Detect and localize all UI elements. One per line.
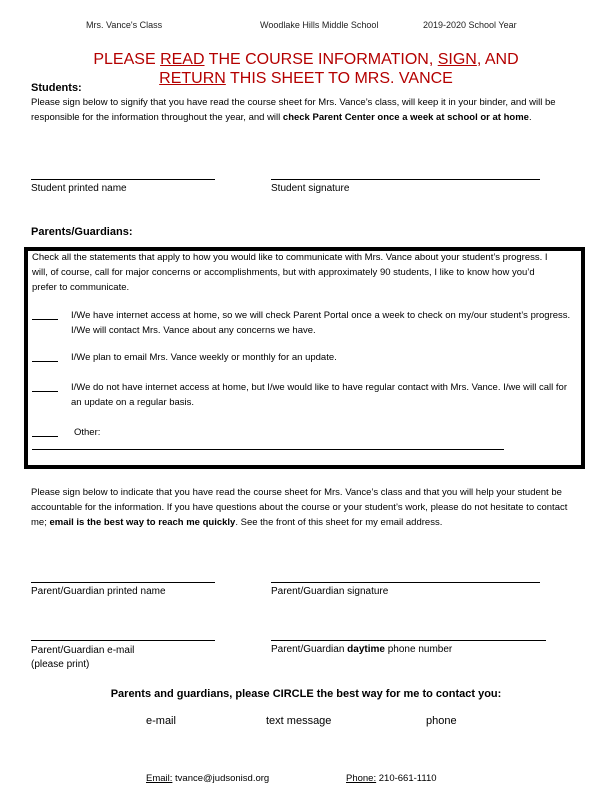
title-read: READ [160, 51, 205, 68]
title-return: RETURN [159, 70, 226, 87]
parent-name-line[interactable] [31, 582, 215, 583]
footer-email-value[interactable]: tvance@judsonisd.org [172, 773, 270, 784]
phone-label-text: Parent/Guardian [271, 644, 348, 655]
option-row [32, 350, 577, 365]
option-text: I/We have internet access at home, so we will check Parent Portal once a week to check on my/our student’s progress. I/We will contact Mrs. Vance about any concerns we have. [71, 310, 571, 336]
parent-email-label-text: Parent/Guardian e-mail [31, 645, 135, 656]
student-name-label: Student printed name [31, 183, 127, 194]
students-text-end: . [528, 112, 532, 123]
option-checkbox[interactable] [32, 309, 58, 320]
contact-option-email[interactable]: e-mail [146, 715, 176, 727]
footer-email-label: Email: [146, 773, 173, 784]
phone-label-bold: daytime [347, 644, 385, 655]
parents-text-bold: email is the best way to reach me quickly [49, 517, 236, 528]
parent-phone-label [271, 644, 452, 655]
box-intro: Check all the statements that apply to how you would like to communicate with Mrs. Vance about your student’s progress. I will, of course, call for major concerns or accomplishments, but with approximately 90 students, I like to know how you’d prefer to communicate. [32, 252, 548, 293]
parent-phone-line[interactable] [271, 640, 546, 641]
contact-prompt: Parents and guardians, please CIRCLE the best way for me to contact you: [110, 688, 502, 700]
parents-heading: Parents/Guardians: [31, 226, 133, 238]
student-name-line[interactable] [31, 179, 215, 180]
footer-phone-label: Phone: [346, 773, 377, 784]
footer-email [146, 773, 269, 784]
option-text: Other: [74, 427, 101, 438]
parent-name-label: Parent/Guardian printed name [31, 586, 166, 597]
student-signature-label: Student signature [271, 183, 350, 194]
title-part: , AND [476, 51, 519, 68]
option-checkbox[interactable] [32, 426, 58, 437]
parent-email-label [31, 644, 134, 672]
students-heading: Students: [31, 82, 82, 94]
contact-option-phone[interactable]: phone [426, 715, 457, 727]
option-row [32, 308, 577, 338]
parent-signature-label: Parent/Guardian signature [271, 586, 389, 597]
other-line[interactable] [32, 449, 504, 450]
students-instructions [31, 95, 571, 125]
parents-text: Please sign below to indicate that you have read the course sheet for Mrs. Vance’s class and that you will help your student be accountable for the information. If you have questions about the course or your student’s work, please do not hesitate to contact me; [31, 487, 568, 528]
header-school: Woodlake Hills Middle School [260, 20, 379, 30]
page-title [30, 50, 582, 88]
option-text: I/We do not have internet access at home, but I/we would like to have regular contact with Mrs. Vance. I/we will call for an update on a regular basis. [71, 382, 567, 408]
title-part: THE COURSE INFORMATION, [204, 51, 438, 68]
student-signature-line[interactable] [271, 179, 540, 180]
students-text: Please sign below to signify that you have read the course sheet for Mrs. Vance’s class, will keep it in your binder, and will be responsible for the information throughout the year, and will [31, 97, 556, 123]
parent-email-line[interactable] [31, 640, 215, 641]
option-row [32, 380, 577, 410]
option-row [32, 425, 577, 440]
footer-phone-value: 210-661-1110 [376, 773, 437, 784]
parent-signature-line[interactable] [271, 582, 540, 583]
phone-label-text: phone number [384, 644, 453, 655]
title-part: THIS SHEET TO MRS. VANCE [225, 70, 453, 87]
option-text: I/We plan to email Mrs. Vance weekly or monthly for an update. [71, 352, 337, 363]
parents-instructions [31, 485, 576, 530]
contact-option-text[interactable]: text message [266, 715, 332, 727]
parent-email-note: (please print) [31, 659, 90, 670]
parents-text-end: . See the front of this sheet for my email address. [235, 517, 443, 528]
footer-phone [346, 773, 437, 784]
title-part: PLEASE [93, 51, 161, 68]
option-checkbox[interactable] [32, 351, 58, 362]
option-checkbox[interactable] [32, 381, 58, 392]
students-text-bold: check Parent Center once a week at school or at home [282, 112, 529, 123]
title-sign: SIGN [437, 51, 477, 68]
header-year: 2019-2020 School Year [423, 20, 517, 30]
header-class: Mrs. Vance's Class [86, 20, 163, 30]
